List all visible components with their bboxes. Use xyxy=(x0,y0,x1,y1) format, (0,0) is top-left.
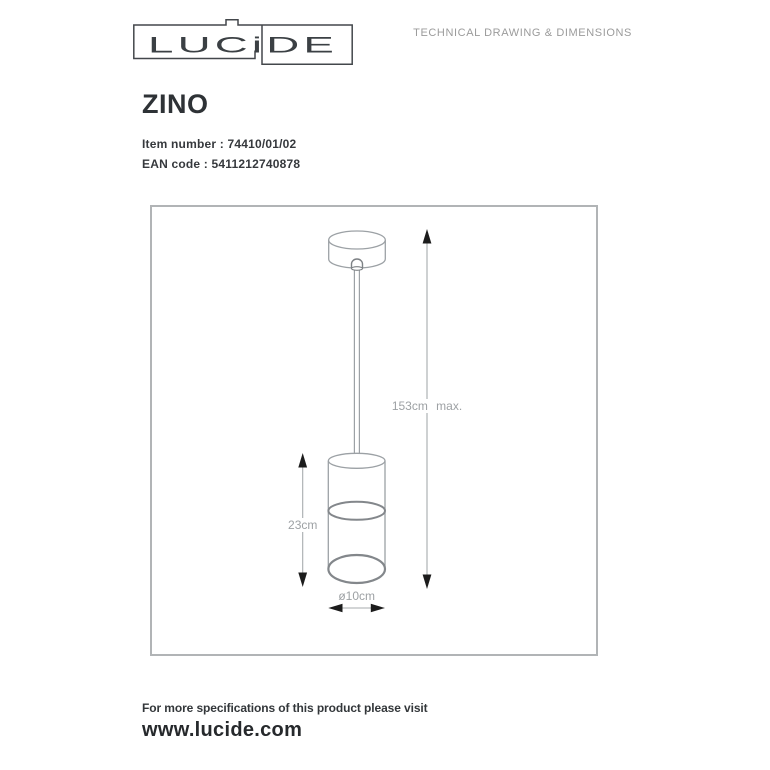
item-number-line: Item number : 74410/01/02 xyxy=(142,137,297,151)
suspension-cord xyxy=(354,265,359,457)
website-link[interactable]: www.lucide.com xyxy=(142,719,303,741)
technical-drawing xyxy=(152,207,596,654)
dim-label-diameter: ø10cm xyxy=(335,589,378,603)
ceiling-canopy xyxy=(329,231,386,270)
product-name: ZINO xyxy=(142,89,209,119)
logo-text: LUCiDE xyxy=(148,32,338,58)
page-label: TECHNICAL DRAWING & DIMENSIONS xyxy=(413,27,632,39)
drawing-frame xyxy=(150,205,598,656)
shade-middle-rim xyxy=(328,502,385,520)
shade-bottom-rim xyxy=(328,555,385,583)
footer-note: For more specifications of this product please visit xyxy=(142,701,428,715)
dim-label-fixture-height: 23cm xyxy=(285,518,320,532)
lucide-logo-icon xyxy=(133,19,353,65)
shade-top xyxy=(328,453,385,468)
product-meta xyxy=(142,135,300,174)
cord-grip-base xyxy=(352,267,363,271)
dim-label-total-height: 153cm max. xyxy=(389,399,465,413)
dimension-arrow-diameter xyxy=(328,604,385,612)
ean-code-line: EAN code : 5411212740878 xyxy=(142,156,301,171)
lucide-logo xyxy=(133,19,353,65)
lamp-shade xyxy=(328,453,385,583)
